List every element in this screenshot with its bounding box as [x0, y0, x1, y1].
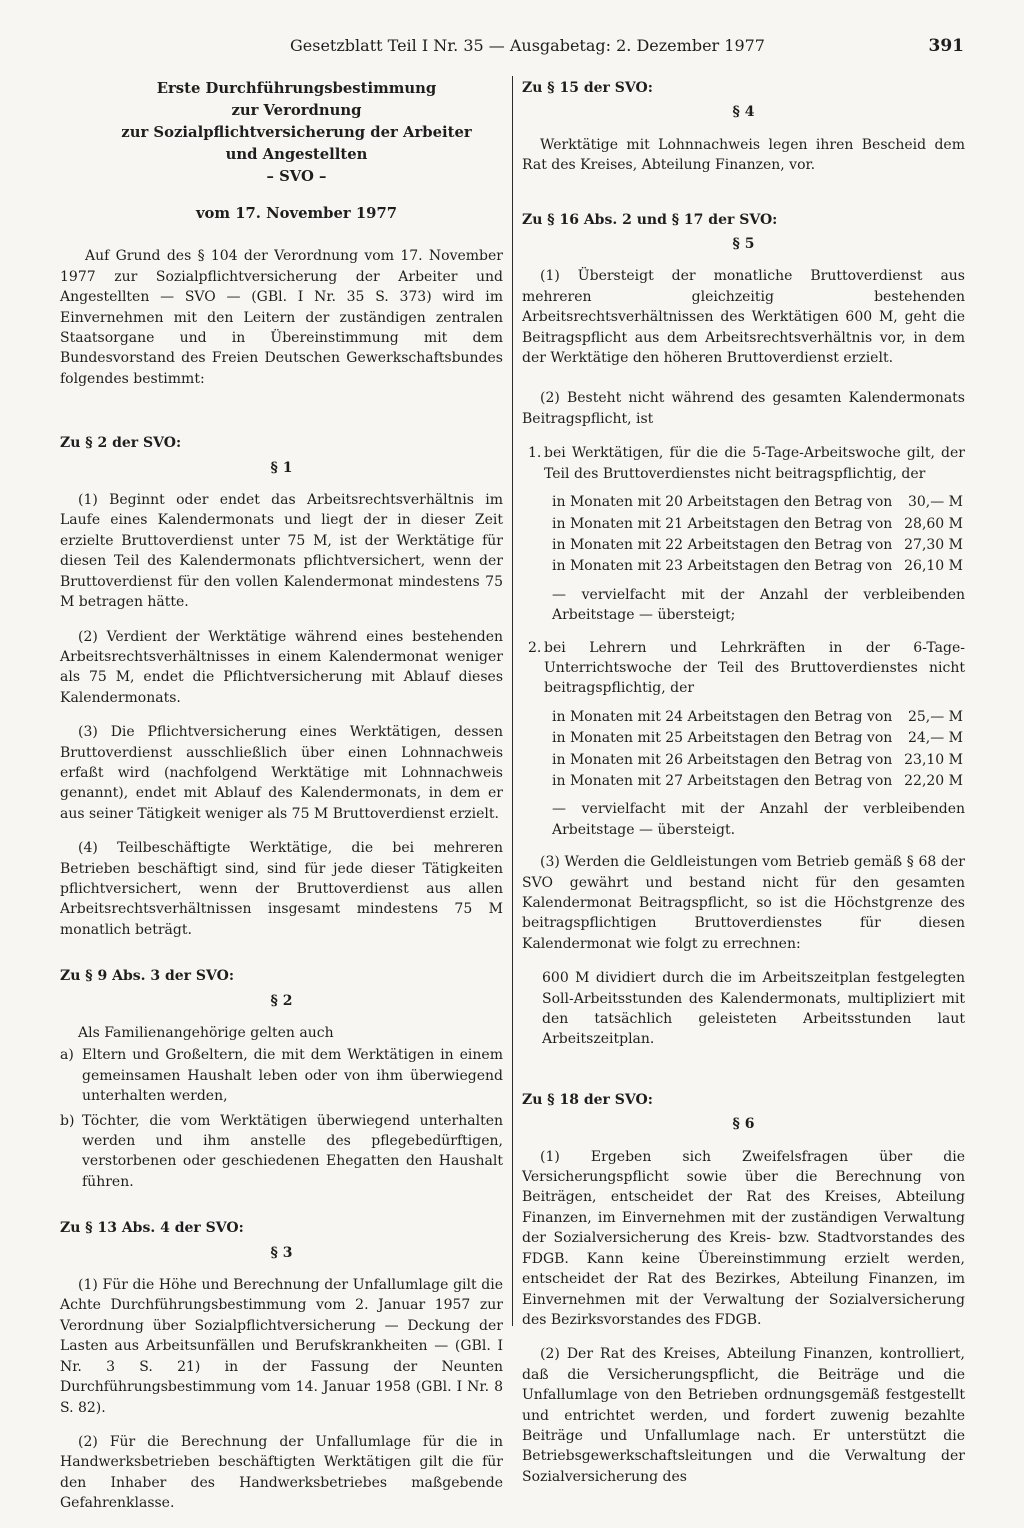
- paragraph-text: Werktätige mit Lohnnachweis legen ihren Bescheid dem Rat des Kreises, Abteilung Finanzen, vor.: [522, 136, 965, 174]
- calculation-rule: 600 M dividiert durch die im Arbeitszeitplan festgelegten Soll-Arbeitsstunden des Kalendermonats, multipliziert mit den tatsächlich geleisteten Arbeitsstunden laut Arbeitszeitplan.: [542, 970, 965, 1048]
- title-line: Erste Durchführungsbestimmung: [156, 80, 437, 97]
- item-text: bei Werktätigen, für die die 5-Tage-Arbeitswoche gilt, der Teil des Bruttoverdienstes nicht beitragspflichtig, der: [544, 445, 965, 482]
- rate-row: [552, 771, 963, 791]
- numbered-item: [522, 443, 965, 484]
- rate-text: in Monaten mit 24 Arbeitstagen den Betrag von: [552, 708, 893, 725]
- item-label: 1.: [528, 445, 542, 462]
- family-members-list: [60, 1045, 503, 1192]
- list-text: Eltern und Großeltern, die mit dem Werktätigen in einem gemeinsamen Haushalt leben oder von ihm überwiegend unterhalten werden,: [82, 1047, 503, 1105]
- paragraph-number: § 1: [270, 459, 293, 476]
- rate-amount: 30,— M: [907, 494, 963, 511]
- rate-amount: 25,— M: [907, 708, 963, 725]
- title-line: zur Verordnung: [231, 102, 362, 119]
- paragraph-number: § 5: [732, 236, 755, 253]
- section-heading: Zu § 18 der SVO:: [522, 1091, 653, 1108]
- rate-amount: 26,10 M: [904, 558, 963, 575]
- title-line: zur Sozialpflichtversicherung der Arbeiter: [121, 124, 472, 141]
- paragraph-text: (1) Ergeben sich Zweifelsfragen über die Versicherungspflicht sowie über die Berechnung von Beiträgen, entscheidet der Rat des Kreises, Abteilung Finanzen, im Einvernehmen mit der zuständigen Verwaltung der Sozialversicherung des Kreis- bzw. Stadtvorstandes des FDGB. Kann keine Übereinstimmung erzielt werden, entscheidet der Rat des Bezirkes, Abteilung Finanzen, im Einvernehmen mit der Verwaltung der Sozialversicherung des Bezirksvorstandes des FDGB.: [522, 1148, 965, 1328]
- item-label: 2.: [528, 639, 542, 656]
- page-number: 391: [928, 36, 964, 56]
- right-column: [522, 78, 965, 1501]
- section-heading: Zu § 16 Abs. 2 und § 17 der SVO:: [522, 211, 778, 228]
- rate-text: in Monaten mit 20 Arbeitstagen den Betrag von: [552, 494, 893, 511]
- paragraph-number: § 4: [732, 104, 755, 121]
- rate-amount: 27,30 M: [904, 536, 963, 553]
- paragraph-text: (2) Für die Berechnung der Unfallumlage für die in Handwerksbetrieben beschäftigten Werktätigen gilt die für den Inhaber des Handwerksbetriebes maßgebende Gefahrenklasse.: [60, 1433, 503, 1512]
- rate-row: [552, 556, 963, 576]
- rate-row: [552, 514, 963, 534]
- rate-tail: — vervielfacht mit der Anzahl der verbleibenden Arbeitstage — übersteigt.: [552, 801, 965, 838]
- rate-row: [552, 728, 963, 748]
- paragraph-text: (1) Für die Höhe und Berechnung der Unfallumlage gilt die Achte Durchführungsbestimmung vom 2. Januar 1957 zur Verordnung über Sozialpflichtversicherung — Deckung der Lasten aus Arbeitsunfällen und Berufskrankheiten — (GBl. I Nr. 3 S. 21) in der Fassung der Neunten Durchführungsbestimmung vom 14. Januar 1958 (GBl. I Nr. 8 S. 82).: [60, 1277, 503, 1416]
- preamble: Auf Grund des § 104 der Verordnung vom 17. November 1977 zur Sozialpflichtversicherung der Arbeiter und Angestellten — SVO — (GBl. I Nr. 35 S. 373) wird im Einvernehmen mit den Leitern der zuständigen zentralen Staatsorgane und in Übereinstimmung mit dem Bundesvorstand des Freien Deutschen Gewerkschaftsbundes folgendes bestimmt:: [60, 248, 503, 387]
- paragraph-number: § 2: [270, 992, 293, 1009]
- paragraph-text: (3) Werden die Geldleistungen vom Betrieb gemäß § 68 der SVO gewährt und bestand nicht für den gesamten Kalendermonat Beitragspflicht, so ist die Höchstgrenze des beitragspflichtigen Bruttoverdienstes für diesen Kalendermonat wie folgt zu errechnen:: [522, 854, 965, 952]
- paragraph-text: (2) Der Rat des Kreises, Abteilung Finanzen, kontrolliert, daß die Versicherungspflicht, die Beiträge und die Unfallumlage von den Betrieben ordnungsgemäß festgestellt und entrichtet werden, und fordert zuwenig bezahlte Beiträge und Unfallumlage nach. Er unterstützt die Betriebsgewerkschaftsleitungen und die Verwaltung der Sozialversicherung des: [522, 1346, 965, 1485]
- rate-amount: 24,— M: [907, 730, 963, 747]
- rate-text: in Monaten mit 23 Arbeitstagen den Betrag von: [552, 558, 893, 575]
- paragraph-text: (2) Besteht nicht während des gesamten Kalendermonats Beitragspflicht, ist: [522, 390, 965, 427]
- rate-text: in Monaten mit 25 Arbeitstagen den Betrag von: [552, 730, 893, 747]
- rate-amount: 28,60 M: [904, 515, 963, 532]
- rate-text: in Monaten mit 22 Arbeitstagen den Betrag von: [552, 536, 893, 553]
- rate-row: [552, 492, 963, 512]
- list-label: b): [60, 1112, 75, 1129]
- list-item: [60, 1045, 503, 1106]
- rate-text: in Monaten mit 21 Arbeitstagen den Betrag von: [552, 515, 893, 532]
- rate-row: [552, 535, 963, 555]
- paragraph-text: Als Familienangehörige gelten auch: [78, 1025, 334, 1041]
- section-heading: Zu § 9 Abs. 3 der SVO:: [60, 968, 235, 985]
- rate-row: [552, 750, 963, 770]
- paragraph-text: (2) Verdient der Werktätige während eines bestehenden Arbeitsrechtsverhältnisses in einem Kalendermonat weniger als 75 M, endet die Pflichtversicherung mit Ablauf dieses Kalendermonats.: [60, 628, 503, 706]
- paragraph-number: § 6: [732, 1116, 755, 1133]
- rate-amount: 22,20 M: [904, 772, 963, 789]
- paragraph-text: (3) Die Pflichtversicherung eines Werktätigen, dessen Bruttoverdienst ausschließlich über einen Lohnnachweis erfaßt wird (nachfolgend Werktätige mit Lohnnachweis genannt), endet mit Ablauf des Kalendermonats, in dem er aus seiner Tätigkeit weniger als 75 M Bruttoverdienst erzielt.: [60, 724, 503, 822]
- document-title: [90, 78, 503, 188]
- paragraph-text: (1) Beginnt oder endet das Arbeitsrechtsverhältnis im Laufe eines Kalendermonats und liegt der in dieser Zeit erzielte Bruttoverdienst unter 75 M, ist der Werktätige für diesen Teil des Kalendermonats pflichtversichert, wenn der Bruttoverdienst für den vollen Kalendermonat mindestens 75 M betragen hätte.: [60, 492, 503, 611]
- rate-text: in Monaten mit 27 Arbeitstagen den Betrag von: [552, 772, 893, 789]
- list-text: Töchter, die vom Werktätigen überwiegend unterhalten werden und ihm anstelle des pflegebedürftigen, verstorbenen oder geschiedenen Ehegatten den Haushalt führen.: [82, 1112, 503, 1190]
- running-title: Gesetzblatt Teil I Nr. 35 — Ausgabetag: 2. Dezember 1977: [290, 36, 765, 55]
- title-line: und Angestellten: [225, 146, 368, 163]
- page-header: [60, 36, 964, 58]
- rate-tail: — vervielfacht mit der Anzahl der verbleibenden Arbeitstage — übersteigt;: [552, 586, 965, 624]
- list-item: [60, 1111, 503, 1193]
- title-abbreviation: – SVO –: [266, 168, 327, 185]
- item-text: bei Lehrern und Lehrkräften in der 6-Tage-Unterrichtswoche der Teil des Bruttoverdienstes nicht beitragspflichtig, der: [544, 639, 965, 697]
- paragraph-text: (1) Übersteigt der monatliche Bruttoverdienst aus mehreren gleichzeitig bestehenden Arbeitsrechtsverhältnissen des Werktätigen 600 M, geht die Beitragspflicht aus dem Arbeitsrechtsverhältnis vor, in dem der Werktätige den höheren Bruttoverdienst erzielt.: [522, 268, 965, 367]
- numbered-item: [522, 638, 965, 699]
- rate-row: [552, 707, 963, 727]
- section-heading: Zu § 13 Abs. 4 der SVO:: [60, 1220, 244, 1237]
- paragraph-text: (4) Teilbeschäftigte Werktätige, die bei mehreren Betrieben beschäftigt sind, sind für jede dieser Tätigkeiten pflichtversichert, wenn der Bruttoverdienst aus allen Arbeitsrechtsverhältnissen insgesamt mindestens 75 M monatlich beträgt.: [60, 840, 503, 938]
- paragraph-number: § 3: [270, 1244, 293, 1261]
- document-date: vom 17. November 1977: [195, 205, 398, 222]
- section-heading: Zu § 2 der SVO:: [60, 435, 182, 452]
- section-heading: Zu § 15 der SVO:: [522, 80, 653, 96]
- list-label: a): [60, 1047, 74, 1064]
- rate-amount: 23,10 M: [904, 751, 963, 768]
- rate-text: in Monaten mit 26 Arbeitstagen den Betrag von: [552, 751, 893, 768]
- left-column: [60, 78, 503, 1528]
- column-divider: [512, 76, 513, 1326]
